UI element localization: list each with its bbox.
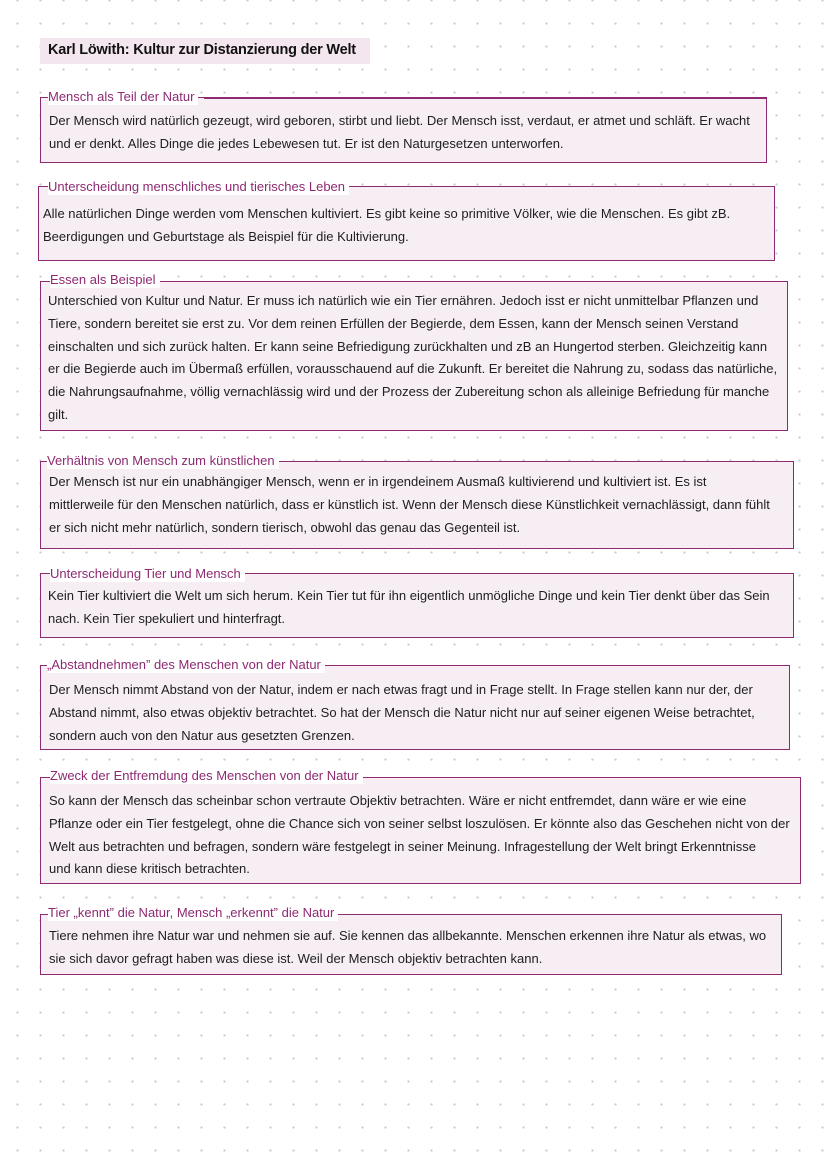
section-text: Alle natürlichen Dinge werden vom Menschen kultiviert. Es gibt keine so primitive Völker, wie die Menschen. Es gibt zB. Beerdigungen und Geburtstage als Beispiel für die Kultivierung. [43,206,731,244]
section-heading: Essen als Beispiel [50,272,160,288]
heading-rule [204,98,767,99]
section-text: Tiere nehmen ihre Natur war und nehmen sie auf. Sie kennen das allbekannte. Menschen erkennen ihre Natur als etwas, wo sie sich davor gefragt haben was diese ist. Weil der Mensch objektiv betrachten kann. [49,928,767,966]
section-text: Der Mensch ist nur ein unabhängiger Mensch, wenn er in irgendeinem Ausmaß kultivierend und kultiviert ist. Es ist mittlerweile für den Menschen natürlich, dass er künstlich ist. Wenn der Mensch diese Künstlichkeit vernachlässigt, dann fühlt er sich nicht mehr natürlich, sondern tierisch, obwohl das genau das Gegenteil ist. [49,474,770,535]
section-heading: Mensch als Teil der Natur [48,89,198,105]
section-text: Der Mensch nimmt Abstand von der Natur, indem er nach etwas fragt und in Frage stellt. In Frage stellen kann nur der, der Abstand nimmt, also etwas objektiv betrachtet. So hat der Mensch die Natur nicht nur auf seiner eigenen Weise betrachtet, sondern auch von den Natur aus gesetzten Grenzen. [49,682,755,743]
page-title: Karl Löwith: Kultur zur Distanzierung der Welt [48,42,356,58]
section-heading: „Abstandnehmen” des Menschen von der Natur [47,657,325,673]
section-text: Unterschied von Kultur und Natur. Er muss ich natürlich wie ein Tier ernähren. Jedoch isst er nicht unmittelbar Pflanzen und Tiere, sondern bereitet sie erst zu. Vor dem reinen Erfüllen der Begierde, dem Essen, kann der Mensch seinen Verstand einschalten und sich zurück halten. Er kann seine Befriedigung zurückhalten und zB an Hungertod sterben. Gleichzeitig kann er die Begierde auch im Übermaß erfüllen, vorausschauend auf die Zukunft. Er bereitet die Nahrung zu, sodass das natürliche, die Nahrungsaufnahme, völlig vernachlässig wird und der Prozess der Zubereitung schon als alleinige Befriedung für manche gilt. [48,293,778,422]
section-heading: Zweck der Entfremdung des Menschen von der Natur [50,768,363,784]
page-title-highlight [40,38,370,64]
section-heading: Unterscheidung menschliches und tierisches Leben [48,179,349,195]
section-heading: Verhältnis von Mensch zum künstlichen [47,453,279,469]
section-text: Der Mensch wird natürlich gezeugt, wird geboren, stirbt und liebt. Der Mensch isst, verdaut, er atmet und schläft. Er wacht und er denkt. Alles Dinge die jedes Lebewesen tut. Er ist den Naturgesetzen unterworfen. [49,113,750,151]
section-heading: Unterscheidung Tier und Mensch [50,566,245,582]
section-text: Kein Tier kultiviert die Welt um sich herum. Kein Tier tut für ihn eigentlich unmögliche Dinge und kein Tier denkt über das Sein nach. Kein Tier spekuliert und hinterfragt. [48,588,770,626]
section-heading: Tier „kennt” die Natur, Mensch „erkennt” die Natur [48,905,338,921]
section-text: So kann der Mensch das scheinbar schon vertraute Objektiv betrachten. Wäre er nicht entfremdet, dann wäre er wie eine Pflanze oder ein Tier festgelegt, ohne die Chance sich von seiner selbst loszulösen. Er könnte also das Geschehen nicht von der Welt aus betrachten und befragen, sondern wäre festgelegt in seiner Meinung. Infragestellung der Welt bringt Erkenntnisse und kann diese kritisch betrachten. [49,793,790,877]
